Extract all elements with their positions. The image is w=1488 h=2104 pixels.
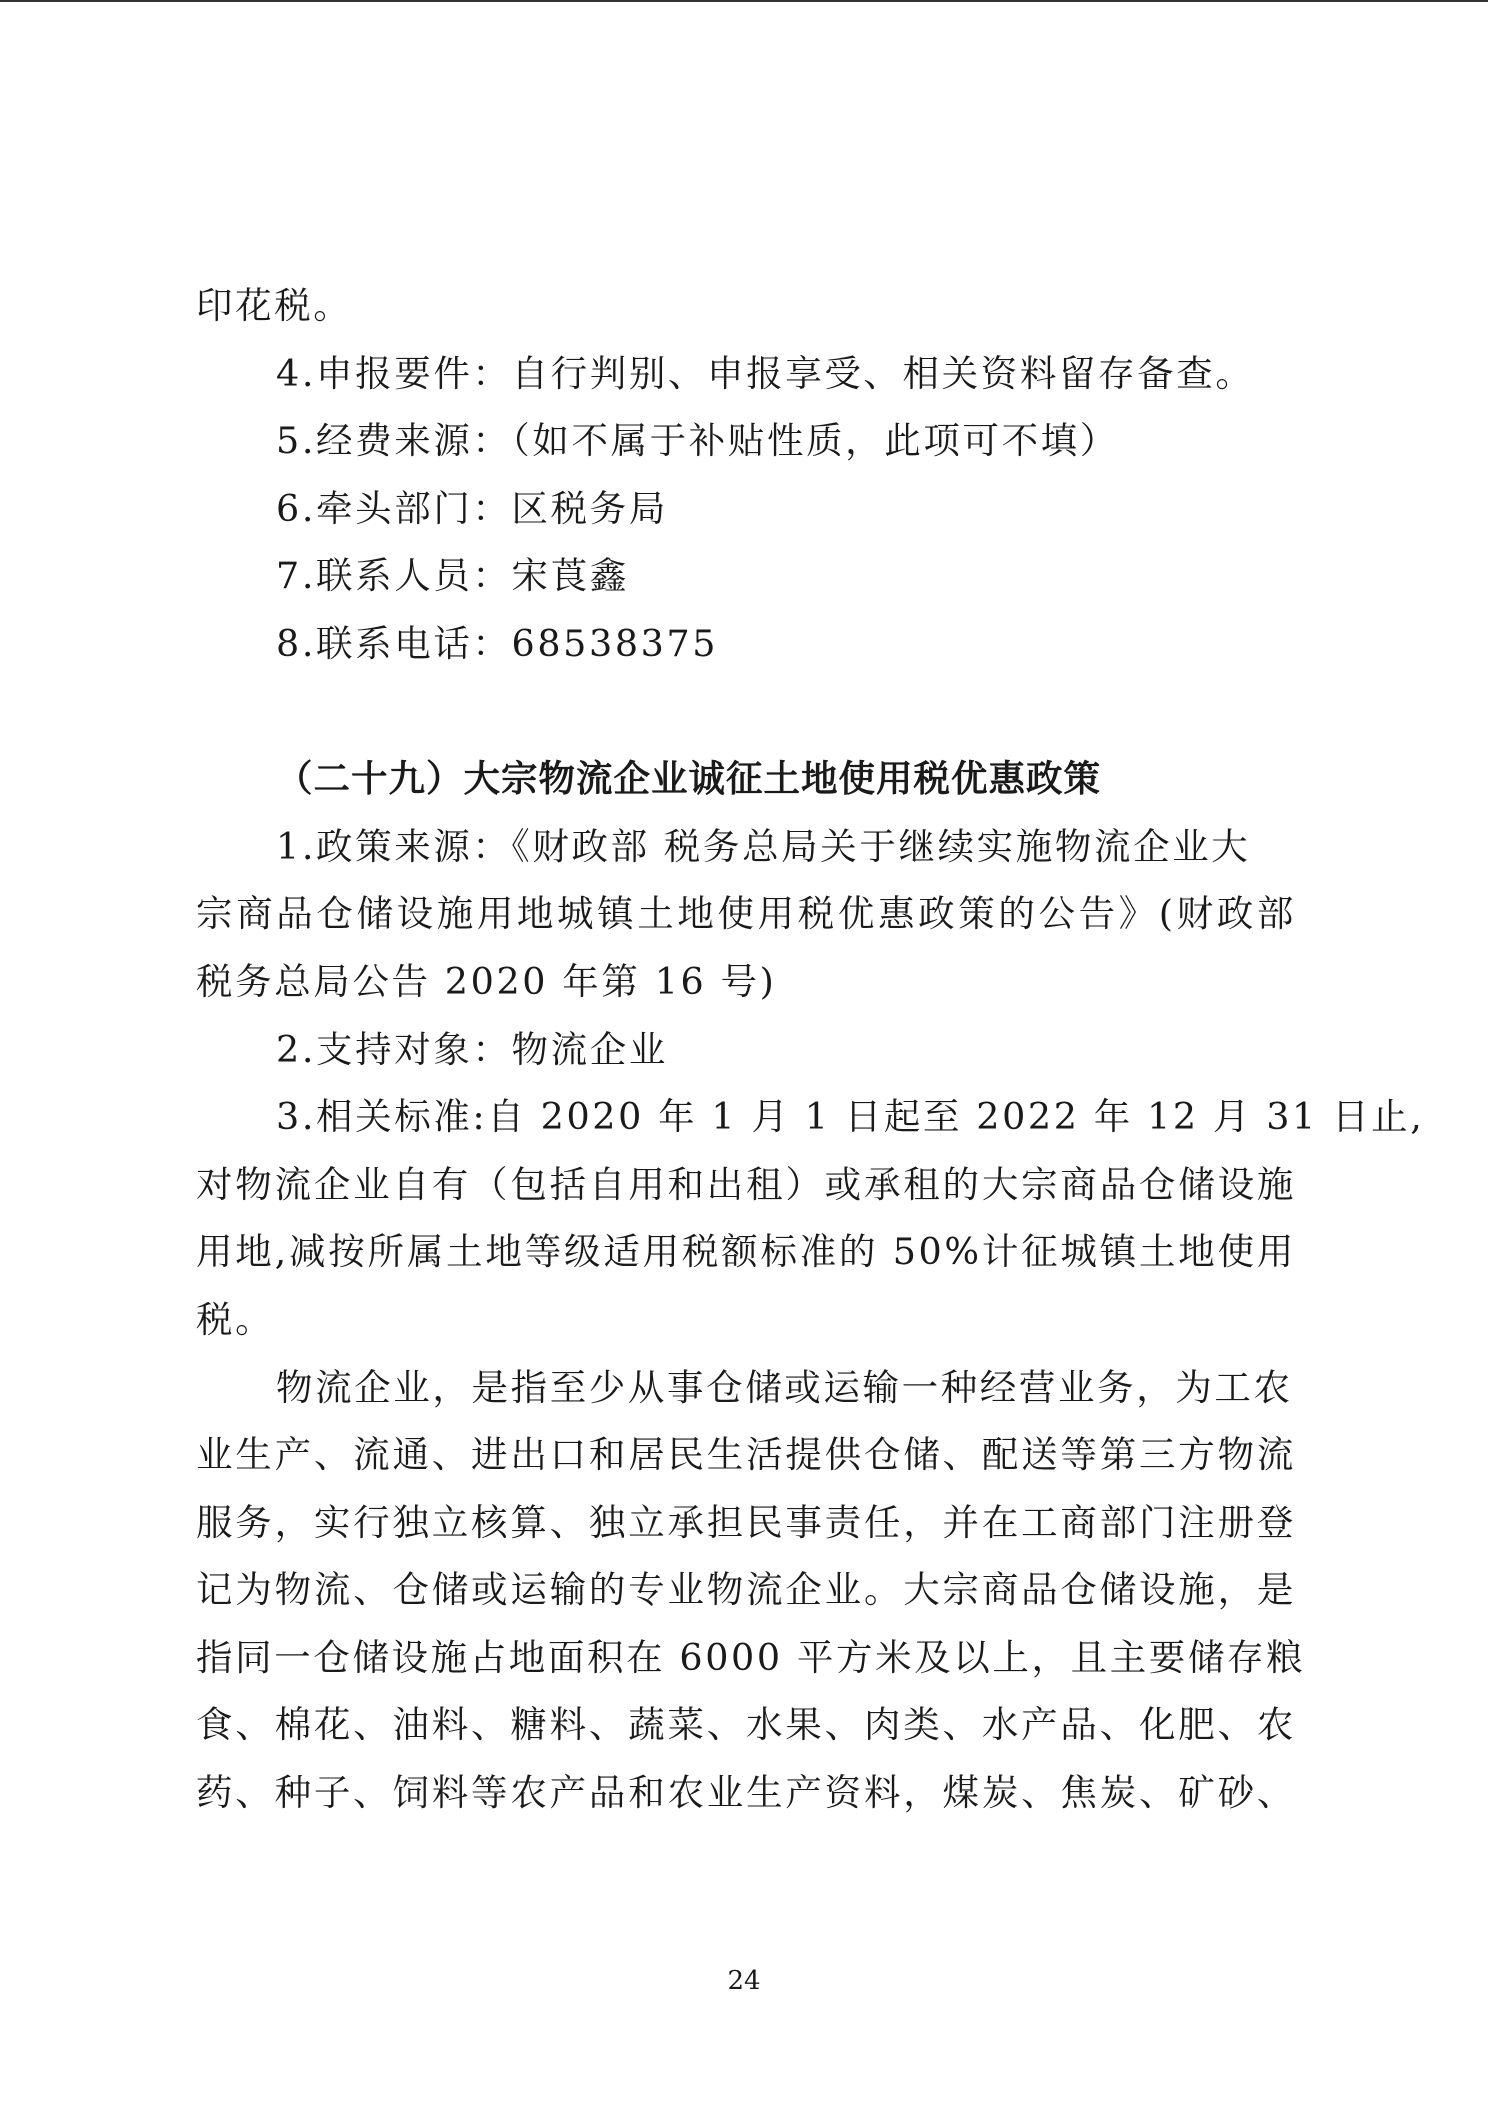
text-line-definition: 物流企业，是指至少从事仓储或运输一种经营业务，为工农 <box>276 1365 1293 1409</box>
top-border-line <box>0 0 1488 2</box>
page-number: 24 <box>727 1966 761 1996</box>
section-heading: （二十九）大宗物流企业诚征土地使用税优惠政策 <box>276 757 1101 801</box>
document-body <box>196 272 1425 1827</box>
text-line-definition-cont-2: 服务，实行独立核算、独立承担民事责任，并在工商部门注册登 <box>196 1500 1296 1544</box>
text-line-funding-source: 5.经费来源：（如不属于补贴性质，此项可不填） <box>276 419 1119 463</box>
text-line-declaration-requirements: 4.申报要件：自行判别、申报享受、相关资料留存备查。 <box>276 351 1255 395</box>
text-line-standards-cont-2: 用地,减按所属土地等级适用税额标准的 50%计征城镇土地使用 <box>196 1230 1296 1274</box>
text-line-policy-source: 1.政策来源：《财政部 税务总局关于继续实施物流企业大 <box>276 824 1251 868</box>
text-line-definition-cont-5: 食、棉花、油料、糖料、蔬菜、水果、肉类、水产品、化肥、农 <box>196 1703 1296 1747</box>
text-line-contact-phone: 8.联系电话：68538375 <box>276 621 719 665</box>
text-line-definition-cont-6: 药、种子、饲料等农产品和农业生产资料，煤炭、焦炭、矿砂、 <box>196 1771 1296 1815</box>
text-line-policy-source-cont-2: 税务总局公告 2020 年第 16 号) <box>196 959 777 1003</box>
text-line-definition-cont-3: 记为物流、仓储或运输的专业物流企业。大宗商品仓储设施，是 <box>196 1568 1296 1612</box>
text-line-definition-cont-1: 业生产、流通、进出口和居民生活提供仓储、配送等第三方物流 <box>196 1433 1296 1477</box>
text-line-policy-source-cont-1: 宗商品仓储设施用地城镇土地使用税优惠政策的公告》(财政部 <box>196 892 1296 936</box>
text-line-standards-cont-1: 对物流企业自有（包括自用和出租）或承租的大宗商品仓储设施 <box>196 1162 1296 1206</box>
text-line-lead-department: 6.牵头部门：区税务局 <box>276 486 668 530</box>
text-line-support-target: 2.支持对象：物流企业 <box>276 1027 668 1071</box>
text-line-continuation: 印花税。 <box>196 284 353 327</box>
section-spacer <box>196 678 1296 746</box>
text-line-definition-cont-4: 指同一仓储设施占地面积在 6000 平方米及以上，且主要储存粮 <box>196 1635 1306 1679</box>
text-line-standards: 3.相关标准:自 2020 年 1 月 1 日起至 2022 年 12 月 31 日止, <box>276 1095 1425 1139</box>
text-line-contact-person: 7.联系人员：宋莨鑫 <box>276 554 629 598</box>
text-line-standards-cont-3: 税。 <box>196 1297 275 1341</box>
